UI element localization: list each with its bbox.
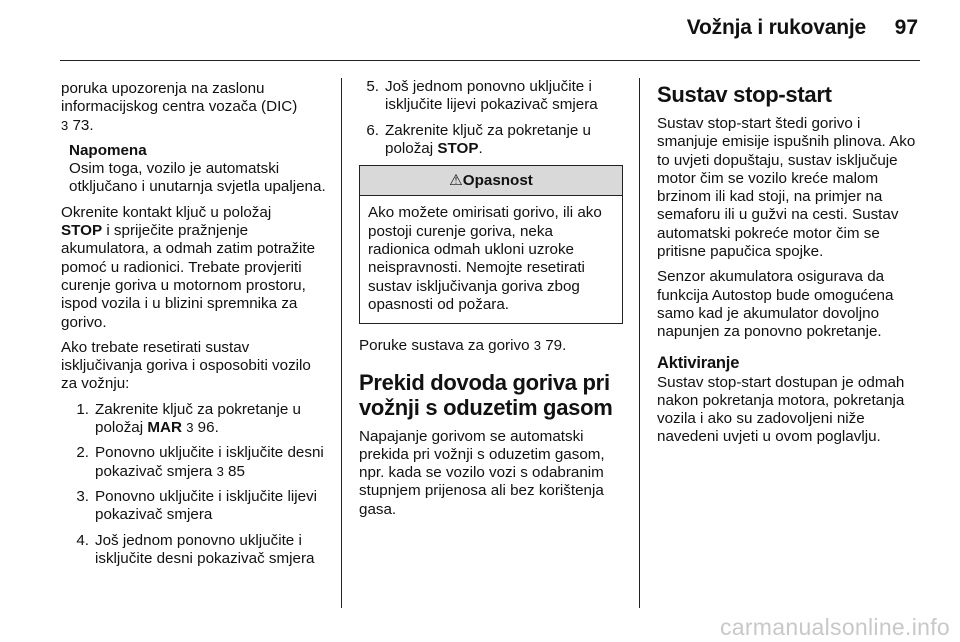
subsection-title-activation: Aktiviranje: [657, 353, 740, 372]
paragraph-activation: Sustav stop-start dostupan je odmah nakon pokretanja motora, pokretanja vozila i ako su zadovoljeni niže navedeni uvjeti u ovom poglavlju.: [657, 373, 905, 446]
list-item: 6. Zakrenite ključ za pokretanje u položaj STOP.: [366, 121, 591, 157]
column-divider-2: [639, 78, 640, 608]
paragraph-dic-warning: poruka upozorenja na zaslonu informacijskog centra vozača (DIC) 3 73.: [61, 80, 298, 134]
danger-warning-title: Opasnost: [462, 172, 533, 190]
mar-keyword: MAR: [147, 419, 182, 437]
paragraph-stop-start-intro: Sustav stop-start štedi gorivo i smanjuje emisije ispušnih plinova. Ako to uvjeti dopuštaju, sustav isključuje motor čim se vozilo kreće malom brzinom ili kad stoji, na primjer na semaforu ili u gužvi na cesti. Sustav automatski pokreće motor čim se pritisne papučica spojke.: [657, 115, 916, 261]
list-item: 2. Ponovno uključite i isključite desni pokazivač smjera 3 85: [76, 444, 324, 480]
column-divider-1: [341, 78, 342, 608]
danger-warning-box: [359, 165, 623, 324]
list-item: 1. Zakrenite ključ za pokretanje u položaj MAR 3 96.: [76, 400, 301, 437]
stop-keyword: STOP: [61, 222, 103, 240]
reference-arrow-icon: 3: [186, 420, 194, 436]
page-header-title: Vožnja i rukovanje: [686, 16, 866, 39]
reference-arrow-icon: 3: [216, 463, 224, 479]
section-title-stop-start: Sustav stop-start: [657, 82, 832, 107]
column-left: [61, 80, 329, 575]
list-item: 5. Još jednom ponovno uključite i isključite lijevi pokazivač smjera: [366, 78, 598, 114]
danger-warning-text: Ako možete omirisati gorivo, ili ako postoji curenje goriva, neka radionica odmah ukloni uzroke neispravnosti. Nemojte resetirati sustav isključivanja goriva zbog opasnosti od požara.: [368, 204, 602, 313]
paragraph-fuel-messages: Poruke sustava za gorivo 3 79.: [359, 337, 567, 355]
paragraph-reset-intro: Ako trebate resetirati sustav isključivanja goriva i osposobiti vozilo za vožnju:: [61, 338, 311, 393]
page-reference: 79.: [545, 337, 567, 355]
page-number: 97: [894, 16, 918, 39]
list-item: 4. Još jednom ponovno uključite i isključite desni pokazivač smjera: [76, 531, 315, 567]
reset-steps-list: [61, 401, 329, 568]
section-title-fuel-cutoff: Prekid dovoda goriva pri vožnji s oduzetim gasom: [359, 369, 613, 420]
paragraph-fuel-cutoff: Napajanje gorivom se automatski prekida pri vožnji s oduzetim gasom, npr. kada se vozilo vozi s odabranim stupnjem prijenosa ali bez korištenja gasa.: [359, 427, 605, 518]
reset-steps-list-continued: [359, 78, 623, 158]
page-reference: 85: [228, 462, 245, 480]
column-right: [657, 70, 921, 454]
reference-arrow-icon: 3: [533, 338, 541, 354]
note-label: Napomena: [69, 141, 147, 159]
list-item: 3. Ponovno uključite i isključite lijevi pokazivač smjera: [76, 487, 318, 524]
warning-triangle-icon: ⚠: [449, 172, 463, 190]
note-text: Osim toga, vozilo je automatski otključano i unutarnja svjetla upaljena.: [69, 160, 326, 196]
paragraph-battery-sensor: Senzor akumulatora osigurava da funkcija Autostop bude omogućena samo kad je akumulator dovoljno napunjen za ponovno pokretanje.: [657, 268, 894, 341]
watermark: carmanualsonline.info: [719, 614, 950, 640]
header-divider: [60, 60, 920, 61]
column-middle: [359, 78, 623, 526]
paragraph-stop-position: Okrenite kontakt ključ u položaj STOP i spriječite pražnjenje akumulatora, a odmah zatim potražite pomoć u radionici. Trebate provjeriti curenje goriva u motornom prostoru, ispod vozila i u blizini spremnika za gorivo.: [61, 203, 316, 331]
page-reference: 73.: [72, 116, 94, 134]
page-reference: 96.: [197, 419, 219, 437]
note-block: [69, 142, 329, 197]
stop-keyword: STOP: [437, 139, 479, 157]
reference-arrow-icon: 3: [61, 117, 69, 133]
danger-warning-header: [360, 166, 622, 196]
